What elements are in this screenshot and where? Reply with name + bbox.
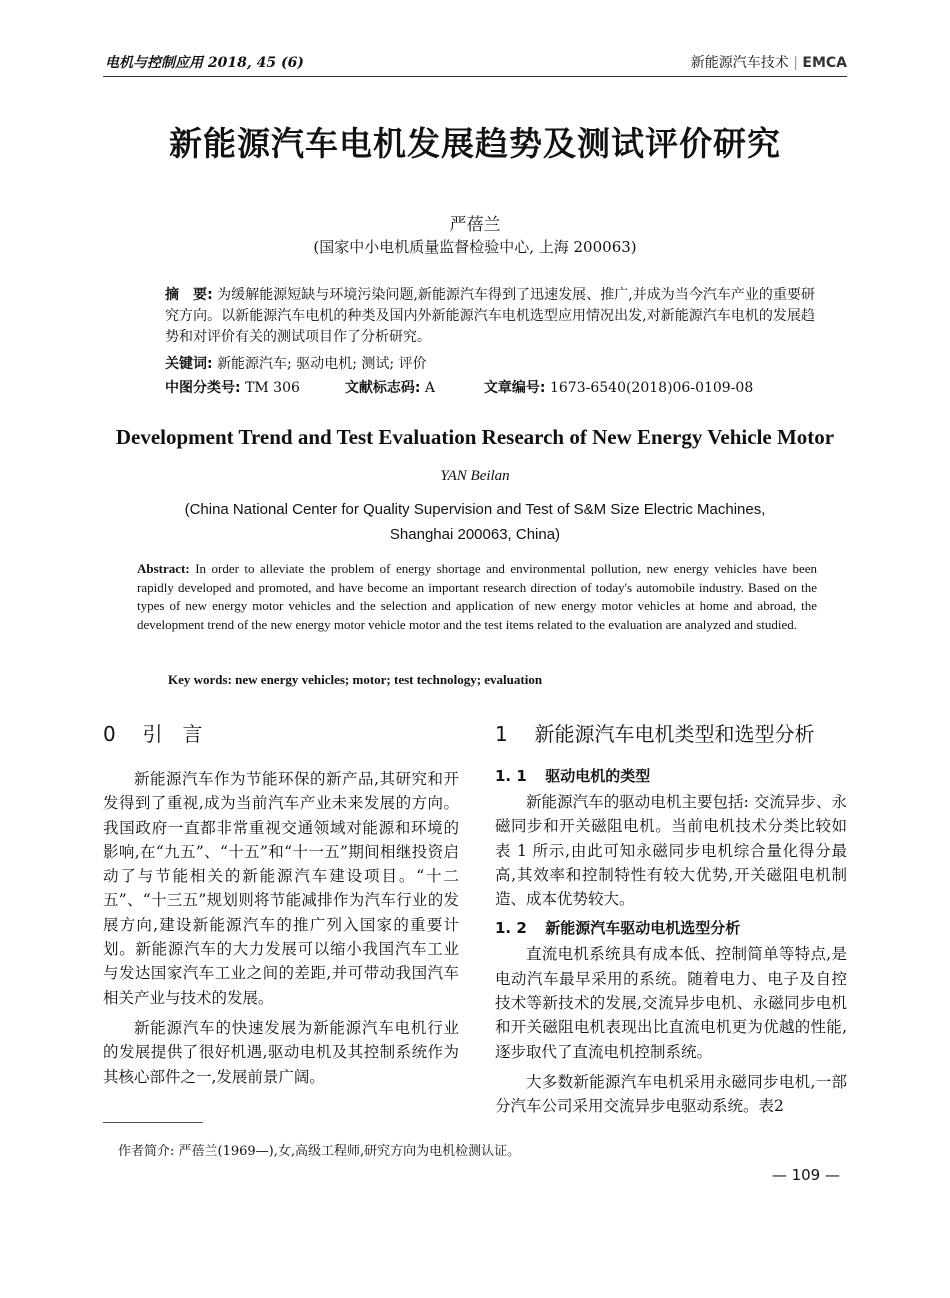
subsection-1-2-number: 1. 2 (495, 919, 527, 938)
subsection-1-2-heading (495, 917, 847, 938)
subsection-1-1-title: 驱动电机的类型 (545, 767, 651, 785)
clc-label: 中图分类号: (165, 380, 241, 396)
abstract-en-label: Abstract: (137, 561, 190, 576)
affiliation-en-line1: (China National Center for Quality Supervision and Test of S&M Size Electric Machines, (184, 501, 766, 518)
classification-line (165, 377, 825, 397)
doc-code-label: 文献标志码: (344, 380, 421, 396)
keywords-cn-text: 新能源汽车; 驱动电机; 测试; 评价 (217, 356, 427, 372)
section-label: 新能源汽车技术 (690, 55, 789, 71)
keywords-cn-label: 关键词: (165, 356, 213, 372)
keywords-en-text: new energy vehicles; motor; test technology; evaluation (235, 672, 543, 687)
article-no-label: 文章编号: (483, 380, 546, 396)
section-0-paragraph-1: 新能源汽车作为节能环保的新产品,其研究和开发得到了重视,成为当前汽车产业未来发展的方向。我国政府一直都非常重视交通领域对能源和环境的影响,在“九五”、“十五”和“十一五”期间相继投资启动了与节能相关的新能源汽车建设项目。“十二五”、“十三五”规划则将节能减排作为汽车行业的发展方向,建设新能源汽车的推广列入国家的重要计划。新能源汽车的大力发展可以缩小我国汽车工业与发达国家汽车工业之间的差距,并可带动我国汽车相关产业与技术的发展。 (103, 770, 459, 1007)
affiliation-en-line2: Shanghai 200063, China) (389, 526, 561, 543)
section-0 (103, 718, 459, 1089)
author-footnote: 作者简介: 严蓓兰(1969—),女,高级工程师,研究方向为电机检测认证。 (118, 1144, 521, 1159)
abstract-cn (165, 285, 815, 348)
section-1-title: 新能源汽车电机类型和选型分析 (534, 722, 815, 746)
abstract-en-text: In order to alleviate the problem of energy shortage and environmental pollution, new energy vehicles have been rapidly developed and promoted, and have become an important research direction of today's automobile industry. Based on the types of new energy motor vehicles and the selection and application of new energy motor vehicles at home and abroad, the development trend of the new energy motor vehicle motor and the test items related to the evaluation are analyzed and studied. (137, 561, 818, 632)
header-rule (103, 76, 847, 77)
section-0-heading (103, 718, 459, 747)
journal-tag: EMCA (802, 55, 847, 71)
author-cn: 严蓓兰 (449, 215, 501, 235)
section-0-number: 0 (103, 722, 116, 746)
subsection-1-2-title: 新能源汽车驱动电机选型分析 (545, 919, 741, 938)
section-0-paragraph-2: 新能源汽车的快速发展为新能源汽车电机行业的发展提供了很好机遇,驱动电机及其控制系统作为其核心部件之一,发展前景广阔。 (103, 1018, 459, 1086)
abstract-cn-label: 摘 要: (165, 287, 213, 303)
section-1 (495, 718, 847, 1119)
section-0-title: 引 言 (142, 722, 203, 746)
doc-code-value: A (424, 380, 436, 396)
paper-title-cn: 新能源汽车电机发展趋势及测试评价研究 (169, 124, 781, 163)
keywords-en-label: Key words: (168, 672, 232, 687)
footnote-rule (103, 1122, 203, 1123)
author-en: YAN Beilan (440, 468, 510, 484)
subsection-1-1-heading (495, 765, 847, 786)
affiliation-cn: (国家中小电机质量监督检验中心, 上海 200063) (313, 238, 637, 256)
section-1-heading (495, 718, 847, 747)
abstract-cn-text: 为缓解能源短缺与环境污染问题,新能源汽车得到了迅速发展、推广,并成为当今汽车产业的重要研究方向。以新能源汽车电机的种类及国内外新能源汽车电机选型应用情况出发,对新能源汽车电机的发展趋势和对评价有关的测试项目作了分析研究。 (165, 287, 815, 345)
journal-header: 电机与控制应用 2018, 45 (6) (105, 55, 304, 71)
keywords-cn (165, 353, 427, 373)
page-number: — 109 — (771, 1166, 840, 1184)
affiliation-en (0, 497, 950, 547)
abstract-en (137, 560, 817, 634)
article-no-value: 1673-6540(2018)06-0109-08 (549, 380, 754, 396)
section-1-number: 1 (495, 722, 508, 746)
section-header: 新能源汽车技术 | EMCA (690, 55, 847, 71)
keywords-en (168, 672, 542, 688)
subsection-1-1-paragraph: 新能源汽车的驱动电机主要包括: 交流异步、永磁同步和开关磁阻电机。当前电机技术分类比较如表 1 所示,由此可知永磁同步电机综合量化得分最高,其效率和控制特性有较大优势,开关磁阻电机制造、成本优势较大。 (495, 793, 847, 909)
subsection-1-2-paragraph-1: 直流电机系统具有成本低、控制简单等特点,是电动汽车最早采用的系统。随着电力、电子及自控技术等新技术的发展,交流异步电机、永磁同步电机和开关磁阻电机表现出比直流电机更为优越的性能,逐步取代了直流电机控制系统。 (495, 945, 847, 1061)
paper-title-en: Development Trend and Test Evaluation Research of New Energy Vehicle Motor (115, 425, 835, 449)
subsection-1-2-paragraph-2: 大多数新能源汽车电机采用永磁同步电机,一部分汽车公司采用交流异步电驱动系统。表2 (495, 1072, 847, 1116)
subsection-1-1-number: 1. 1 (495, 767, 527, 785)
clc-value: TM 306 (245, 380, 300, 396)
